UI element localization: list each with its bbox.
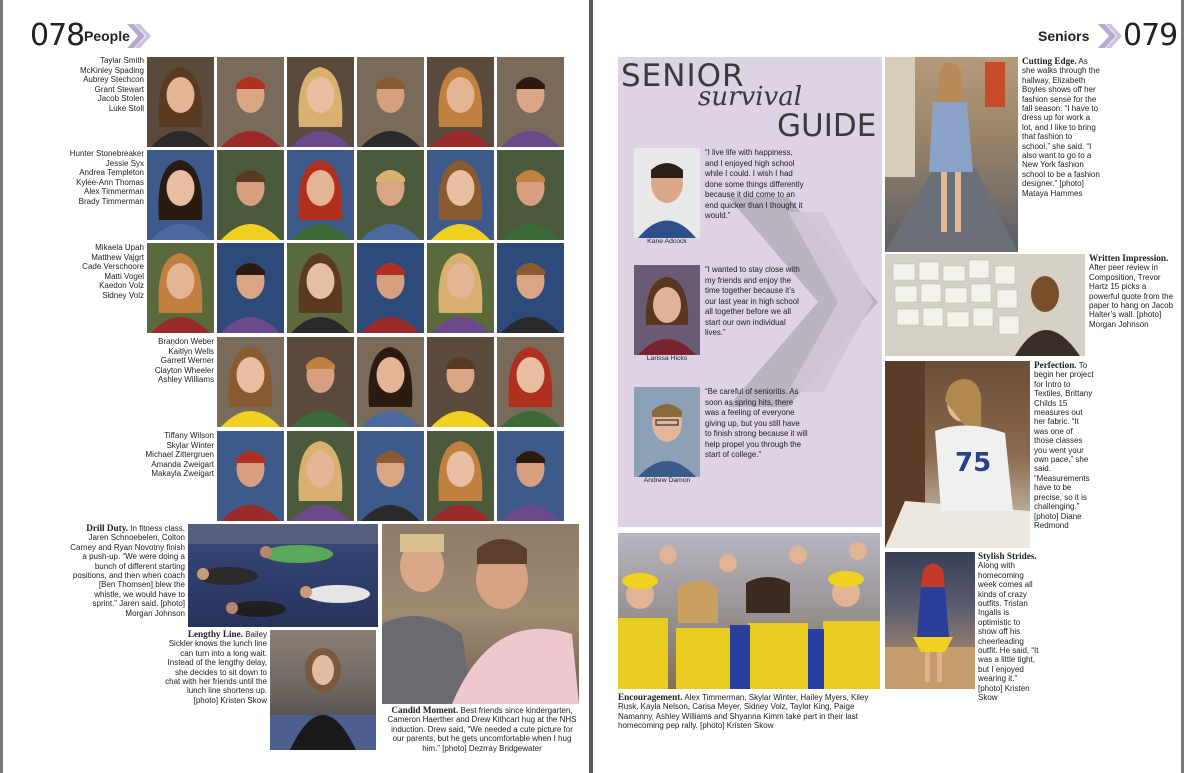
senior-portrait bbox=[427, 243, 494, 333]
portrait-name: Aubrey Stechcon bbox=[83, 75, 144, 85]
andrew-damon-portrait bbox=[634, 387, 700, 477]
quote-name: Andrew Damon bbox=[643, 477, 691, 484]
portrait-name: Alex Timmerman bbox=[83, 187, 144, 197]
guide-title-guide: GUIDE bbox=[777, 108, 877, 144]
portrait-name: Matthew Vajgrt bbox=[91, 252, 144, 262]
stylish-strides-caption bbox=[978, 552, 1040, 703]
senior-portrait bbox=[357, 57, 424, 147]
caption-body: To begin her project for Intro to Textiles, Brittany Childs 15 measures out her fabric. “It was one of those classes you went your own pace,” she said. “Measurements have to be precise, so it is challenging.” [photo] Diane Redmond bbox=[1034, 361, 1094, 530]
senior-portrait bbox=[217, 337, 284, 427]
chevron-right-icon bbox=[125, 22, 153, 50]
caption-body: Bailey Sickler knows the lunch line can turn into a long wait. Instead of the lengthy delay, she decides to sit down to chat with her friends until the lunch line shortens up. [photo] Kristen Skow bbox=[165, 630, 267, 705]
senior-portrait bbox=[287, 57, 354, 147]
portrait-names-row-3 bbox=[82, 243, 144, 301]
senior-portrait bbox=[497, 57, 564, 147]
encouragement-caption bbox=[618, 693, 880, 731]
portrait-name: Tiffany Wilson bbox=[164, 431, 214, 440]
caption-body: After peer review in Composition, Trevor Hartz 15 picks a powerful quote from the paper to hang on Jacob Halter’s wall. [photo] Morgan Johnson bbox=[1089, 263, 1174, 329]
caption-body: In fitness class, Jaren Schnoebelen, Colton Carney and Ryan Novotny finish a push-up. “We were doing a bunch of different starting positions, and then when coach [Ben Thomsen] blew the whistle, we would have to sprint.” Jaren said. [photo] bbox=[70, 524, 185, 609]
portrait-names-row-5 bbox=[146, 431, 214, 479]
portrait-name: Cade Verschoore bbox=[82, 262, 144, 272]
right-folio-number: 079 bbox=[1123, 18, 1178, 53]
caption-title: Perfection. bbox=[1034, 360, 1077, 370]
senior-portrait bbox=[497, 150, 564, 240]
perfection-photo bbox=[885, 361, 1030, 548]
portrait-name: Sidney Volz bbox=[102, 290, 144, 300]
portrait-name: Kylee-Ann Thomas bbox=[76, 177, 144, 187]
cutting-edge-photo bbox=[885, 57, 1018, 252]
caption-title: Drill Duty. bbox=[86, 523, 129, 533]
written-impression-caption bbox=[1089, 254, 1177, 329]
candid-moment-photo bbox=[382, 524, 579, 704]
stylish-strides-photo bbox=[885, 552, 975, 689]
senior-portrait bbox=[217, 431, 284, 521]
portrait-name: Taylar Smith bbox=[99, 56, 144, 65]
right-page bbox=[593, 0, 1181, 773]
portrait-name: Luke Stoll bbox=[108, 103, 144, 113]
portrait-name: Brandon Weber bbox=[158, 337, 214, 346]
senior-portrait bbox=[497, 431, 564, 521]
caption-body: Along with homecoming week comes all kinds of crazy outfits. Tristan Ingalls is optimistic to show off his cheerleading outfit. He said, “It was a little tight, but I enjoyed wearing it.” [photo] Kristen Skow bbox=[978, 561, 1039, 703]
senior-portrait bbox=[147, 57, 214, 147]
portrait-name: Amanda Zweigart bbox=[151, 459, 214, 469]
senior-portrait bbox=[217, 150, 284, 240]
drill-duty-photo bbox=[188, 524, 378, 627]
portrait-names-row-2 bbox=[70, 149, 144, 207]
portrait-name: Grant Stewart bbox=[94, 84, 144, 94]
portrait-name: Michael Zittergruen bbox=[145, 450, 214, 460]
guide-title-survival: survival bbox=[698, 82, 803, 112]
candid-moment-caption bbox=[386, 706, 578, 753]
senior-portrait bbox=[427, 431, 494, 521]
svg-text:75: 75 bbox=[955, 448, 992, 478]
portrait-name: Jacob Stolen bbox=[97, 94, 144, 104]
quote-name: Larissa Hicks bbox=[646, 355, 688, 362]
senior-portrait bbox=[427, 337, 494, 427]
portrait-name: Matti Vogel bbox=[104, 271, 144, 281]
senior-portrait bbox=[287, 150, 354, 240]
portrait-name: Brady Timmerman bbox=[78, 196, 144, 206]
caption-title: Stylish Strides. bbox=[978, 551, 1037, 561]
caption-title: Encouragement. bbox=[618, 692, 683, 702]
lengthy-line-caption bbox=[163, 630, 267, 705]
quote-text: “Be careful of senioritis. As soon as spring hits, there was a feeling of everyone giving up, but you still have to finish strong because it will help propel you through the start of college.” bbox=[705, 387, 808, 459]
portrait-name: Hunter Stonebreaker bbox=[69, 149, 144, 158]
portrait-name: Makayla Zweigart bbox=[151, 469, 214, 479]
encouragement-photo bbox=[618, 533, 880, 689]
senior-portrait bbox=[497, 243, 564, 333]
portrait-names-row-4 bbox=[155, 337, 214, 385]
quote-name: Kane Adcock bbox=[647, 238, 687, 245]
caption-credit: Morgan Johnson bbox=[125, 608, 185, 618]
senior-portrait bbox=[427, 57, 494, 147]
caption-title: Written Impression. bbox=[1089, 253, 1169, 263]
portrait-name: McKinley Spading bbox=[79, 65, 144, 75]
senior-portrait bbox=[497, 337, 564, 427]
portrait-name: Kaitlyn Wells bbox=[168, 346, 214, 356]
portrait-name: Mikaela Upah bbox=[95, 243, 144, 252]
senior-portrait bbox=[427, 150, 494, 240]
left-folio-number: 078 bbox=[30, 18, 85, 53]
caption-title: Cutting Edge. bbox=[1022, 56, 1077, 66]
quote-text: “I wanted to stay close with my friends and enjoy the time together because it’s our last year in high school all together before we all start our own individual lives.” bbox=[705, 265, 800, 337]
senior-portrait bbox=[357, 337, 424, 427]
perfection-caption bbox=[1034, 361, 1094, 530]
cutting-edge-caption bbox=[1022, 57, 1102, 198]
left-folio-section: People bbox=[84, 28, 130, 44]
portrait-name: Clayton Wheeler bbox=[154, 365, 214, 375]
senior-portrait bbox=[357, 150, 424, 240]
written-impression-photo bbox=[885, 254, 1085, 356]
guide-title-senior: SENIOR bbox=[621, 58, 745, 94]
lengthy-line-photo bbox=[270, 630, 376, 750]
portrait-names-row-1 bbox=[80, 56, 144, 114]
senior-portrait bbox=[217, 57, 284, 147]
caption-body: Best friends since kindergarten, Cameron Haerther and Drew Kithcart hug at the NHS induction. Drew said, “We needed a cute picture for our parents, but he gets uncomfortable when I hug him.” [photo] Dezrray Bridgewater bbox=[387, 706, 577, 753]
quote-text: “I live life with happiness, and I enjoyed high school while I could. I wish I had done some things differently because it did come to an end quicker than I thought it would.” bbox=[705, 148, 804, 220]
senior-portrait bbox=[287, 243, 354, 333]
kane-adcock-portrait bbox=[634, 148, 700, 238]
right-folio-section: Seniors bbox=[1038, 28, 1090, 44]
senior-portrait bbox=[357, 243, 424, 333]
caption-title: Candid Moment. bbox=[391, 705, 459, 715]
portrait-name: Skylar Winter bbox=[166, 440, 214, 450]
portrait-name: Jessie Syx bbox=[105, 158, 144, 168]
senior-portrait bbox=[287, 431, 354, 521]
portrait-name: Andrea Templeton bbox=[79, 168, 144, 178]
senior-portrait bbox=[287, 337, 354, 427]
senior-portrait bbox=[147, 150, 214, 240]
caption-title: Lengthy Line. bbox=[187, 629, 243, 639]
left-page bbox=[3, 0, 589, 773]
caption-body: Alex Timmerman, Skylar Winter, Hailey Myers, Kiley Rusk, Kayla Nelson, Carisa Meyer, Sidney Volz, Taylor King, Paige Namanny, Ashley Williams and Shyanna Kimm take part in their last homecoming pep rally. [photo] Kristen Skow bbox=[618, 693, 869, 731]
senior-portrait bbox=[147, 243, 214, 333]
chevron-right-icon bbox=[1096, 22, 1124, 50]
portrait-name: Garrett Werner bbox=[160, 356, 214, 366]
drill-duty-caption bbox=[70, 524, 185, 618]
portrait-name: Ashley Williams bbox=[157, 375, 214, 385]
portrait-name: Kaedon Volz bbox=[99, 281, 144, 291]
larissa-hicks-portrait bbox=[634, 265, 700, 355]
senior-portrait bbox=[357, 431, 424, 521]
senior-portrait bbox=[217, 243, 284, 333]
caption-body: As she walks through the hallway, Elizabeth Boyles shows off her fashion sense for the fall season. “I have to dress up for work a lot, and I like to bring that fashion to school,” she said. “I also want to go to a New York fashion school to be a fashion designer.” [photo] Mataya Hammes bbox=[1022, 57, 1100, 198]
